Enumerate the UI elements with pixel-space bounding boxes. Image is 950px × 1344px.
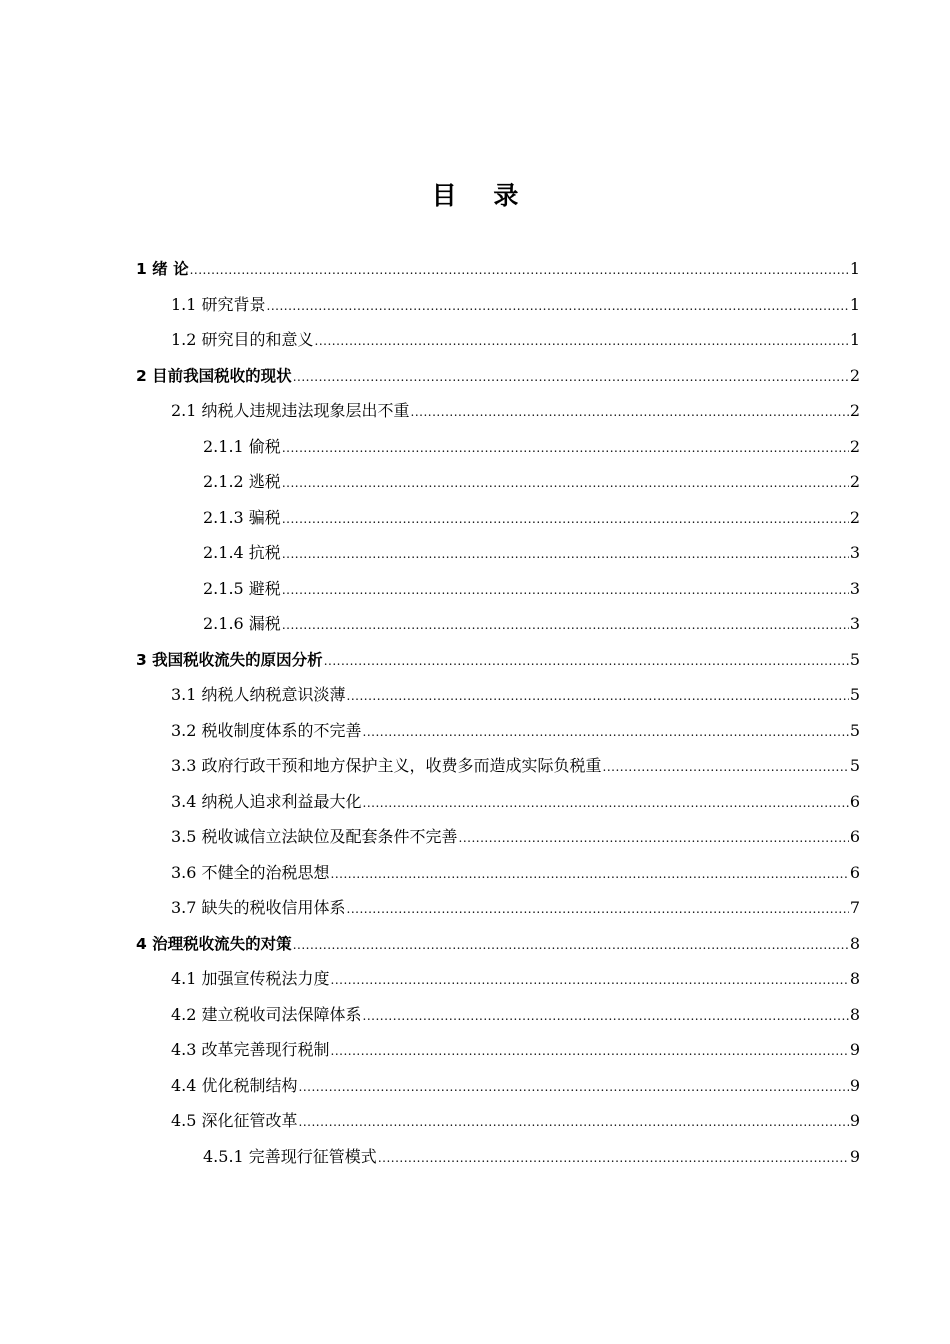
toc-dot-leader [331, 857, 849, 893]
toc-dot-leader [459, 821, 849, 857]
toc-dot-leader [282, 573, 849, 609]
toc-entry-page-number: 1 [849, 294, 860, 314]
toc-dot-leader [282, 608, 849, 644]
toc-entry-label: 2.1 纳税人违规违法现象层出不重 [171, 401, 410, 420]
toc-entry-label: 4.5.1 完善现行征管模式 [203, 1146, 377, 1166]
toc-entry[interactable] [136, 393, 860, 429]
toc-dot-leader [331, 1034, 849, 1070]
toc-entry-page-number: 3 [849, 614, 860, 633]
toc-entry-label: 3.6 不健全的治税思想 [171, 862, 330, 882]
toc-entry-label: 4.3 改革完善现行税制 [171, 1040, 330, 1059]
toc-entry-page-number: 9 [849, 1146, 860, 1166]
toc-entry-page-number: 1 [849, 259, 860, 278]
table-of-contents [136, 251, 860, 1174]
toc-entry-page-number: 2 [849, 401, 860, 420]
toc-dot-leader [282, 431, 849, 467]
toc-entry[interactable] [136, 606, 860, 642]
toc-entry-page-number: 3 [849, 543, 860, 562]
toc-entry-page-number: 8 [849, 1004, 860, 1024]
toc-entry[interactable] [136, 358, 860, 394]
toc-entry-page-number: 8 [849, 969, 860, 988]
toc-dot-leader [299, 1105, 849, 1141]
toc-entry-page-number: 8 [849, 933, 860, 953]
toc-entry[interactable] [136, 997, 860, 1033]
toc-entry[interactable] [136, 1103, 860, 1139]
toc-dot-leader [363, 715, 849, 751]
toc-dot-leader [378, 1141, 849, 1177]
toc-entry-page-number: 2 [849, 436, 860, 456]
toc-entry-page-number: 2 [849, 472, 860, 491]
toc-dot-leader [293, 928, 849, 964]
toc-entry-page-number: 9 [849, 1040, 860, 1059]
toc-dot-leader [282, 537, 849, 573]
toc-entry-label: 3.4 纳税人追求利益最大化 [171, 791, 362, 811]
toc-entry-label: 4.1 加强宣传税法力度 [171, 969, 330, 988]
toc-entry[interactable] [136, 961, 860, 997]
toc-entry[interactable] [136, 819, 860, 855]
toc-entry-label: 2.1.4 抗税 [203, 543, 281, 562]
toc-dot-leader [331, 963, 849, 999]
toc-dot-leader [299, 1070, 849, 1106]
toc-entry[interactable] [136, 500, 860, 536]
toc-entry[interactable] [136, 642, 860, 678]
toc-entry-page-number: 5 [849, 720, 860, 740]
toc-dot-leader [190, 253, 849, 289]
toc-dot-leader [411, 395, 849, 431]
toc-entry-page-number: 5 [849, 685, 860, 704]
toc-entry-label: 4.2 建立税收司法保障体系 [171, 1004, 362, 1024]
toc-entry[interactable] [136, 322, 860, 358]
toc-entry-label: 3 我国税收流失的原因分析 [136, 650, 323, 669]
toc-entry-label: 2.1.2 逃税 [203, 472, 281, 491]
toc-entry[interactable] [136, 1032, 860, 1068]
toc-entry[interactable] [136, 464, 860, 500]
toc-entry-page-number: 6 [849, 827, 860, 846]
toc-dot-leader [363, 999, 849, 1035]
toc-entry[interactable] [136, 855, 860, 891]
toc-entry-label: 3.2 税收制度体系的不完善 [171, 720, 362, 740]
toc-dot-leader [603, 750, 849, 786]
toc-entry-page-number: 5 [849, 756, 860, 775]
toc-dot-leader [363, 786, 849, 822]
toc-entry[interactable] [136, 251, 860, 287]
toc-entry-page-number: 9 [849, 1111, 860, 1130]
toc-entry-page-number: 3 [849, 578, 860, 598]
toc-entry-page-number: 6 [849, 791, 860, 811]
toc-dot-leader [347, 892, 849, 928]
toc-entry-label: 1.2 研究目的和意义 [171, 330, 314, 349]
toc-entry-label: 4.5 深化征管改革 [171, 1111, 298, 1130]
toc-entry-label: 3.7 缺失的税收信用体系 [171, 898, 346, 917]
toc-entry[interactable] [136, 429, 860, 465]
toc-dot-leader [293, 360, 849, 396]
toc-entry-label: 2 目前我国税收的现状 [136, 366, 292, 385]
toc-entry-label: 1 绪 论 [136, 260, 189, 278]
toc-entry-label: 1.1 研究背景 [171, 294, 266, 314]
toc-entry-page-number: 2 [849, 365, 860, 385]
toc-entry-page-number: 1 [849, 330, 860, 349]
toc-entry[interactable] [136, 890, 860, 926]
toc-dot-leader [282, 502, 849, 538]
toc-entry[interactable] [136, 287, 860, 323]
page-title: 目 录 [431, 181, 533, 210]
toc-entry-label: 2.1.6 漏税 [203, 614, 281, 633]
toc-entry-label: 2.1.1 偷税 [203, 436, 281, 456]
toc-entry-page-number: 9 [849, 1075, 860, 1095]
toc-entry-label: 3.5 税收诚信立法缺位及配套条件不完善 [171, 827, 458, 846]
toc-dot-leader [347, 679, 849, 715]
toc-entry[interactable] [136, 1068, 860, 1104]
toc-entry-label: 3.3 政府行政干预和地方保护主义，收费多而造成实际负税重 [171, 756, 602, 775]
toc-dot-leader [324, 644, 849, 680]
toc-entry[interactable] [136, 1139, 860, 1175]
toc-entry[interactable] [136, 748, 860, 784]
toc-entry-page-number: 7 [849, 898, 860, 917]
toc-entry-page-number: 6 [849, 862, 860, 882]
toc-entry[interactable] [136, 784, 860, 820]
toc-entry[interactable] [136, 926, 860, 962]
toc-entry-label: 2.1.3 骗税 [203, 507, 281, 527]
toc-entry[interactable] [136, 571, 860, 607]
toc-entry-label: 3.1 纳税人纳税意识淡薄 [171, 685, 346, 704]
toc-entry-page-number: 2 [849, 507, 860, 527]
toc-dot-leader [282, 466, 849, 502]
toc-entry-label: 4.4 优化税制结构 [171, 1075, 298, 1095]
toc-entry[interactable] [136, 535, 860, 571]
toc-entry-page-number: 5 [849, 649, 860, 669]
toc-dot-leader [267, 289, 849, 325]
toc-entry[interactable] [136, 713, 860, 749]
toc-entry-label: 4 治理税收流失的对策 [136, 934, 292, 953]
toc-entry-label: 2.1.5 避税 [203, 578, 281, 598]
toc-dot-leader [315, 324, 849, 360]
toc-entry[interactable] [136, 677, 860, 713]
